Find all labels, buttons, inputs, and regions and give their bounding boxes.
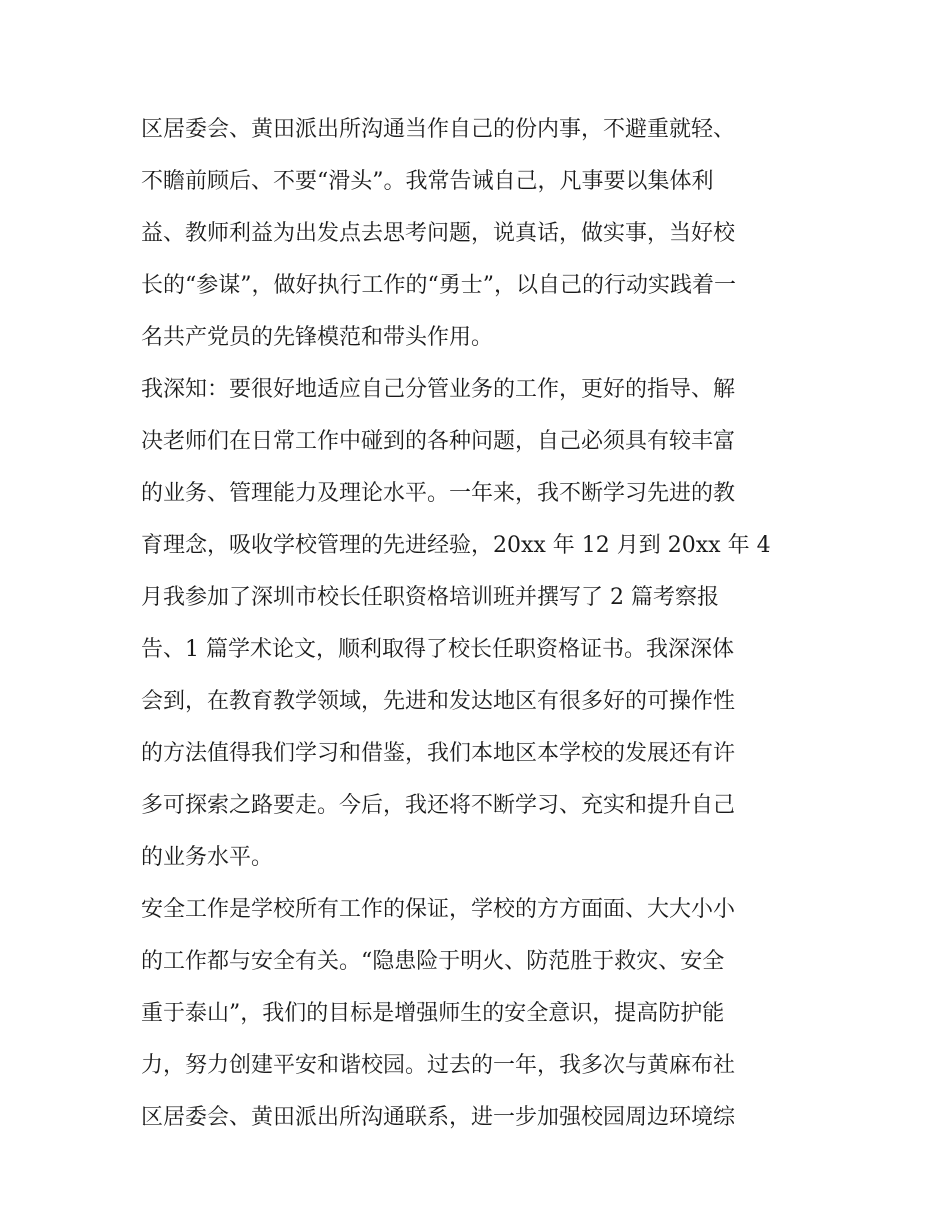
text-line: 告、1 篇学术论文，顺利取得了校长任职资格证书。我深深体 [141,637,734,662]
text-line: 我深知：要很好地适应自己分管业务的工作，更好的指导、解 [141,377,736,402]
text-line: 的业务水平。 [141,845,274,870]
text-line: 月我参加了深圳市校长任职资格培训班并撰写了 2 篇考察报 [141,585,719,610]
text-line: 益、教师利益为出发点去思考问题，说真话，做实事，当好校 [141,221,736,246]
text-line: 会到，在教育教学领域，先进和发达地区有很多好的可操作性 [141,689,736,714]
text-line: 育理念，吸收学校管理的先进经验，20xx 年 12 月到 20xx 年 4 [141,533,771,558]
text-line: 区居委会、黄田派出所沟通当作自己的份内事，不避重就轻、 [141,117,736,142]
text-line: 不瞻前顾后、不要“滑头”。我常告诫自己，凡事要以集体利 [141,169,714,194]
text-line: 名共产党员的先锋模范和带头作用。 [141,325,494,350]
document-body [141,104,821,1144]
text-line: 的业务、管理能力及理论水平。一年来，我不断学习先进的教 [141,481,736,506]
text-line: 力，努力创建平安和谐校园。过去的一年，我多次与黄麻布社 [141,1053,736,1078]
text-line: 决老师们在日常工作中碰到的各种问题，自己必须具有较丰富 [141,429,736,454]
text-line: 区居委会、黄田派出所沟通联系，进一步加强校园周边环境综 [141,1105,736,1130]
text-line: 的方法值得我们学习和借鉴，我们本地区本学校的发展还有许 [141,741,736,766]
text-line: 重于泰山”，我们的目标是增强师生的安全意识，提高防护能 [141,1001,725,1026]
text-line: 多可探索之路要走。今后，我还将不断学习、充实和提升自己 [141,793,736,818]
text-line: 安全工作是学校所有工作的保证，学校的方方面面、大大小小 [141,897,736,922]
text-line: 的工作都与安全有关。“隐患险于明火、防范胜于救灾、安全 [141,949,725,974]
text-line: 长的“参谋”，做好执行工作的“勇士”，以自己的行动实践着一 [141,273,736,298]
